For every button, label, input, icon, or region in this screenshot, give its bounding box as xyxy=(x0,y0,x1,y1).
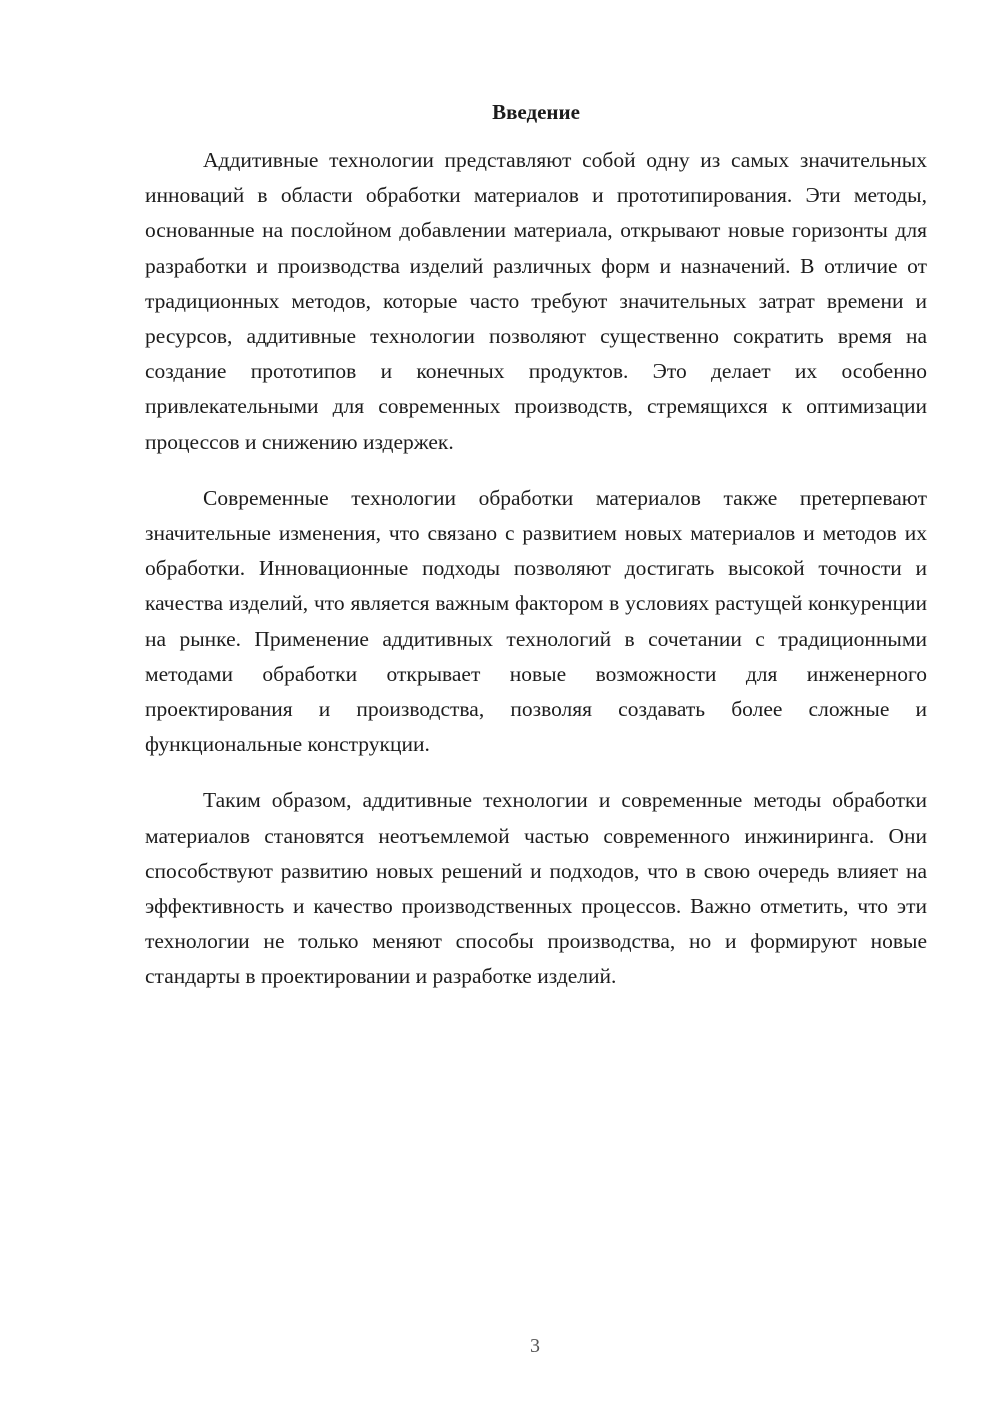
page-number: 3 xyxy=(530,1335,540,1357)
paragraph-1: Аддитивные технологии представляют собой одну из самых значительных инноваций в области обработки материалов и прототипирования. Эти методы, основанные на послойном добавлении материала, открывают новые горизонты для разработки и производства изделий различных форм и назначений. В отличие от традиционных методов, которые часто требуют значительных затрат времени и ресурсов, аддитивные технологии позволяют существенно сократить время на создание прототипов и конечных продуктов. Это делает их особенно привлекательными для современных производств, стремящихся к оптимизации процессов и снижению издержек. xyxy=(145,148,927,454)
body-text xyxy=(145,143,927,1016)
paragraph-3: Таким образом, аддитивные технологии и современные методы обработки материалов становятся неотъемлемой частью современного инжиниринга. Они способствуют развитию новых решений и подходов, что в свою очередь влияет на эффективность и качество производственных процессов. Важно отметить, что эти технологии не только меняют способы производства, но и формируют новые стандарты в проектировании и разработке изделий. xyxy=(145,788,927,989)
paragraph-2: Современные технологии обработки материалов также претерпевают значительные изменения, что связано с развитием новых материалов и методов их обработки. Инновационные подходы позволяют достигать высокой точности и качества изделий, что является важным фактором в условиях растущей конкуренции на рынке. Применение аддитивных технологий в сочетании с традиционными методами обработки открывает новые возможности для инженерного проектирования и производства, позволяя создавать более сложные и функциональные конструкции. xyxy=(145,485,927,757)
section-title: Введение xyxy=(492,100,580,124)
